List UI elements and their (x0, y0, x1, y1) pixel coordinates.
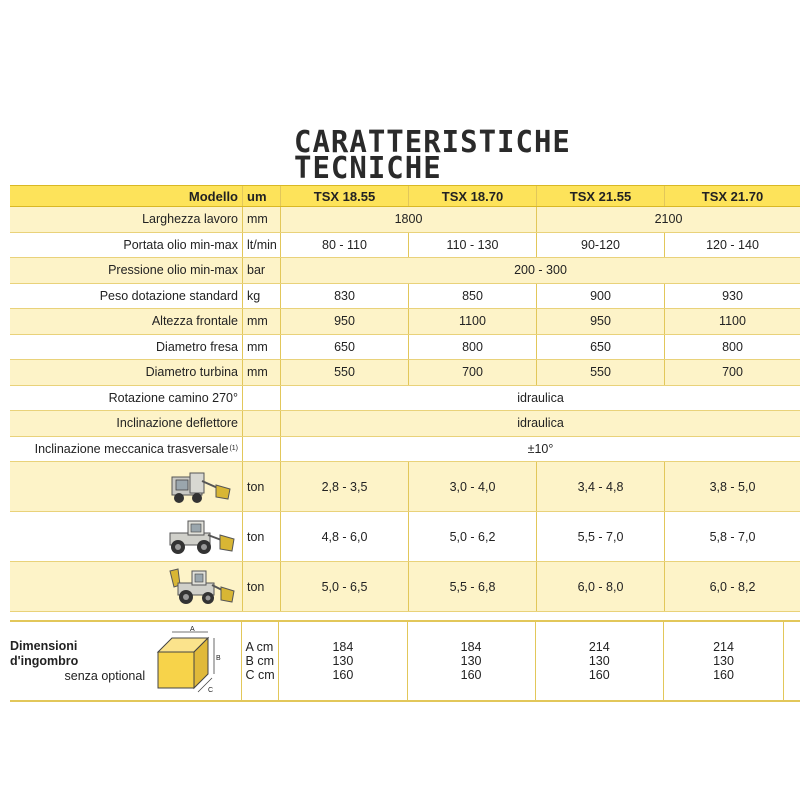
row-value: 900 (536, 284, 664, 309)
row-um: ton (242, 562, 280, 611)
row-value: 950 (280, 309, 408, 334)
row-value: 5,0 - 6,5 (280, 562, 408, 611)
dimensions-title: Dimensioni d'ingombro (10, 638, 79, 668)
table-header (10, 185, 800, 207)
row-value: 930 (664, 284, 800, 309)
row-value: 5,0 - 6,2 (408, 512, 536, 561)
dimensions-section (10, 620, 800, 702)
table-row-pressione (10, 258, 800, 284)
row-um: mm (242, 335, 280, 360)
dimensions-end (783, 622, 800, 700)
header-model-label: Modello (188, 188, 238, 204)
dim-b: 130 (713, 654, 734, 668)
row-value: 550 (280, 360, 408, 385)
row-label (10, 437, 242, 462)
row-value: 550 (536, 360, 664, 385)
row-um: mm (242, 207, 280, 232)
row-value: 1800 (280, 207, 536, 232)
row-um (242, 437, 280, 462)
dim-c: 160 (713, 668, 734, 682)
table-row-larghezza (10, 207, 800, 233)
dimensions-col-4 (663, 622, 783, 700)
dimension-label-a: A (189, 626, 195, 633)
table-row-rotazione (10, 386, 800, 412)
row-label (10, 512, 242, 561)
row-value: 700 (408, 360, 536, 385)
row-um: kg (242, 284, 280, 309)
row-label: Inclinazione deflettore (116, 416, 238, 431)
row-label: Portata olio min-max (123, 237, 238, 252)
unit-a: A cm (245, 640, 274, 654)
dim-a: 184 (460, 640, 482, 654)
row-value: ±10° (280, 437, 800, 462)
table-row-peso (10, 284, 800, 310)
dimensions-col-2 (407, 622, 535, 700)
row-value: idraulica (280, 411, 800, 436)
table-row-meccanica (10, 437, 800, 463)
dim-a: 184 (332, 640, 354, 654)
table-row-altezza (10, 309, 800, 335)
table-row-wheel-loader (10, 512, 800, 562)
row-value: 1100 (664, 309, 800, 334)
row-value: 5,8 - 7,0 (664, 512, 800, 561)
row-value: 700 (664, 360, 800, 385)
row-value: 850 (408, 284, 536, 309)
row-label (10, 462, 242, 511)
header-model-3: TSX 21.55 (536, 186, 664, 206)
row-value: 800 (664, 335, 800, 360)
table-row-fresa (10, 335, 800, 361)
row-value: 830 (280, 284, 408, 309)
row-value: 3,0 - 4,0 (408, 462, 536, 511)
row-label: Diametro turbina (145, 365, 238, 380)
row-value: 120 - 140 (664, 233, 800, 258)
row-value: 3,8 - 5,0 (664, 462, 800, 511)
dimension-label-c: C (207, 687, 213, 694)
row-value: 3,4 - 4,8 (536, 462, 664, 511)
row-um: bar (242, 258, 280, 283)
row-value: 80 - 110 (280, 233, 408, 258)
table-row-portata (10, 233, 800, 259)
row-label (10, 562, 242, 611)
row-value: 2,8 - 3,5 (280, 462, 408, 511)
row-label: Peso dotazione standard (99, 288, 238, 303)
row-value: idraulica (280, 386, 800, 411)
header-um: um (242, 186, 280, 206)
row-value: 4,8 - 6,0 (280, 512, 408, 561)
header-model-2: TSX 18.70 (408, 186, 536, 206)
row-value: 110 - 130 (408, 233, 536, 258)
header-model-1: TSX 18.55 (280, 186, 408, 206)
dim-c: 160 (460, 668, 482, 682)
row-label: Diametro fresa (156, 339, 238, 354)
row-value: 90-120 (536, 233, 664, 258)
dimensions-label (10, 622, 149, 700)
dim-b: 130 (588, 654, 610, 668)
row-value: 800 (408, 335, 536, 360)
dimension-box-icon (152, 626, 238, 696)
row-value: 650 (536, 335, 664, 360)
row-label: Larghezza lavoro (142, 212, 238, 227)
dim-a: 214 (588, 640, 610, 654)
row-um: ton (242, 462, 280, 511)
unit-c: C cm (245, 668, 275, 682)
table-row-backhoe (10, 562, 800, 612)
row-label: Pressione olio min-max (108, 263, 238, 278)
dimensions-subtitle: senza optional (64, 668, 146, 683)
row-label: Rotazione camino 270° (108, 390, 238, 405)
dim-b: 130 (460, 654, 482, 668)
row-value: 5,5 - 6,8 (408, 562, 536, 611)
row-label: Altezza frontale (151, 314, 238, 329)
row-um: lt/min (242, 233, 280, 258)
dim-a: 214 (713, 640, 734, 654)
dimensions-diagram (149, 622, 240, 700)
wheel-loader-icon (166, 517, 238, 557)
header-model-4: TSX 21.70 (664, 186, 800, 206)
dim-b: 130 (332, 654, 354, 668)
row-um (242, 386, 280, 411)
page-title (294, 123, 714, 186)
row-value: 200 - 300 (280, 258, 800, 283)
dimensions-units (241, 622, 279, 700)
dimension-label-b: B (215, 655, 221, 662)
row-value: 2100 (536, 207, 800, 232)
row-value: 6,0 - 8,0 (536, 562, 664, 611)
dimensions-col-1 (278, 622, 406, 700)
title-line-1: CARATTERISTICHE (294, 123, 571, 160)
row-um (242, 411, 280, 436)
dimensions-col-3 (535, 622, 663, 700)
row-um: ton (242, 512, 280, 561)
row-value: 650 (280, 335, 408, 360)
row-value: 5,5 - 7,0 (536, 512, 664, 561)
row-value: 1100 (408, 309, 536, 334)
unit-b: B cm (245, 654, 275, 668)
dim-c: 160 (588, 668, 610, 682)
row-um: mm (242, 309, 280, 334)
row-um: mm (242, 360, 280, 385)
backhoe-loader-icon (166, 567, 238, 607)
table-row-deflettore (10, 411, 800, 437)
footnote-marker: (1) (229, 445, 238, 453)
table-row-skid-steer (10, 462, 800, 512)
spec-table (10, 185, 800, 612)
dim-c: 160 (332, 668, 354, 682)
row-value: 6,0 - 8,2 (664, 562, 800, 611)
row-value: 950 (536, 309, 664, 334)
skid-steer-loader-icon (166, 467, 238, 507)
table-row-turbina (10, 360, 800, 386)
row-label-text: Inclinazione meccanica trasversale (34, 441, 229, 456)
title-line-2: TECNICHE (294, 149, 442, 186)
